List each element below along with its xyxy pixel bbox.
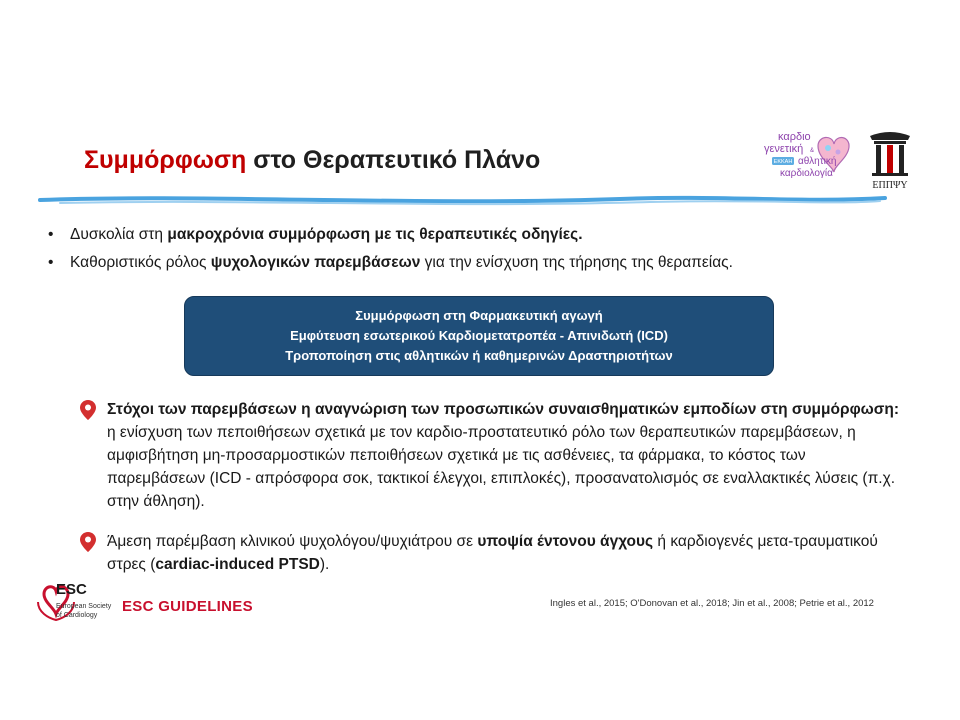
title-rest: στο Θεραπευτικό Πλάνο	[246, 146, 541, 174]
focus-areas-box	[184, 296, 774, 376]
esc-abbr: ESC	[56, 581, 87, 598]
kardio-line-1: καρδιο	[778, 131, 811, 143]
p2-post: ).	[319, 556, 330, 573]
bullet-pre: Καθοριστικός ρόλος	[70, 254, 211, 271]
bullet-item	[48, 224, 733, 246]
bullet-symbol: •	[48, 254, 54, 271]
bullet-symbol: •	[48, 226, 54, 243]
slide-title	[84, 146, 540, 175]
box-line: Τροποποίηση στις αθλητικών ή καθημερινών Δραστηριοτήτων	[285, 348, 673, 363]
kardio-connector: &	[810, 148, 815, 154]
bullet-bold: μακροχρόνια συμμόρφωση με τις θεραπευτικές οδηγίες.	[167, 226, 583, 243]
p2-bold-ptsd: cardiac-induced PTSD	[155, 556, 320, 573]
p2-bold-anxiety: υποψία έντονου άγχους	[477, 533, 654, 550]
location-pin-icon	[80, 400, 96, 420]
references: Ingles et al., 2015; O'Donovan et al., 2018; Jin et al., 2008; Petrie et al., 2012	[550, 598, 874, 609]
esc-line-2: of Cardiology	[56, 612, 98, 619]
bullet-pre: Δυσκολία στη	[70, 226, 168, 243]
wave-underline	[0, 190, 900, 212]
goals-bold: Στόχοι των παρεμβάσεων η αναγνώριση των προσωπικών συναισθηματικών εμποδίων στη συμμόρφωση:	[107, 401, 899, 418]
esc-guidelines-label: ESC GUIDELINES	[122, 598, 253, 615]
title-highlight: Συμμόρφωση	[84, 146, 247, 174]
p2-mid: ή καρδιογενές μετα-τραυματικού στρες (	[107, 533, 878, 573]
box-line: Συμμόρφωση στη Φαρμακευτική αγωγή	[355, 308, 603, 323]
intervention-goals-paragraph	[80, 398, 907, 513]
kardio-badge-text: ΕΚΚΑΗ	[773, 159, 793, 165]
p2-pre: Άμεση παρέμβαση κλινικού ψυχολόγου/ψυχιάτρου σε	[107, 533, 478, 550]
bullet-post: για την ενίσχυση της τήρησης της θεραπείας.	[420, 254, 733, 271]
kardio-line-4: καρδιολογία	[780, 168, 833, 179]
immediate-intervention-paragraph	[80, 530, 907, 576]
bullet-item	[48, 252, 733, 274]
eppsy-text: ΕΠΠΨΥ	[872, 180, 908, 191]
location-pin-icon	[80, 532, 96, 552]
kardio-genetics-logo	[762, 128, 850, 190]
box-line: Εμφύτευση εσωτερικού Καρδιομετατροπέα - Απινιδωτή (ICD)	[290, 328, 668, 343]
kardio-line-3: αθλητική	[798, 156, 837, 167]
goals-rest: η ενίσχυση των πεποιθήσεων σχετικά με τον καρδιο-προστατευτικό ρόλο των θεραπευτικών παρεμβάσεων, η αμφισβήτηση μη-προσαρμοστικών πεποιθήσεων σχετικά με τις ασθένειες, τα φάρμακα, το κόστος των παρεμβάσεων (ICD - απρόσφορα σοκ, τακτικοί έλεγχοι, επιπλοκές), προσανατολισμός σε εναλλακτικές λύσεις (π.χ. στην άθληση).	[107, 424, 896, 510]
bullet-bold: ψυχολογικών παρεμβάσεων	[210, 254, 421, 271]
bullet-list	[48, 224, 733, 280]
eppsy-logo	[862, 126, 918, 192]
kardio-line-2: γενετική	[764, 143, 804, 155]
esc-line-1: European Society	[56, 603, 112, 610]
